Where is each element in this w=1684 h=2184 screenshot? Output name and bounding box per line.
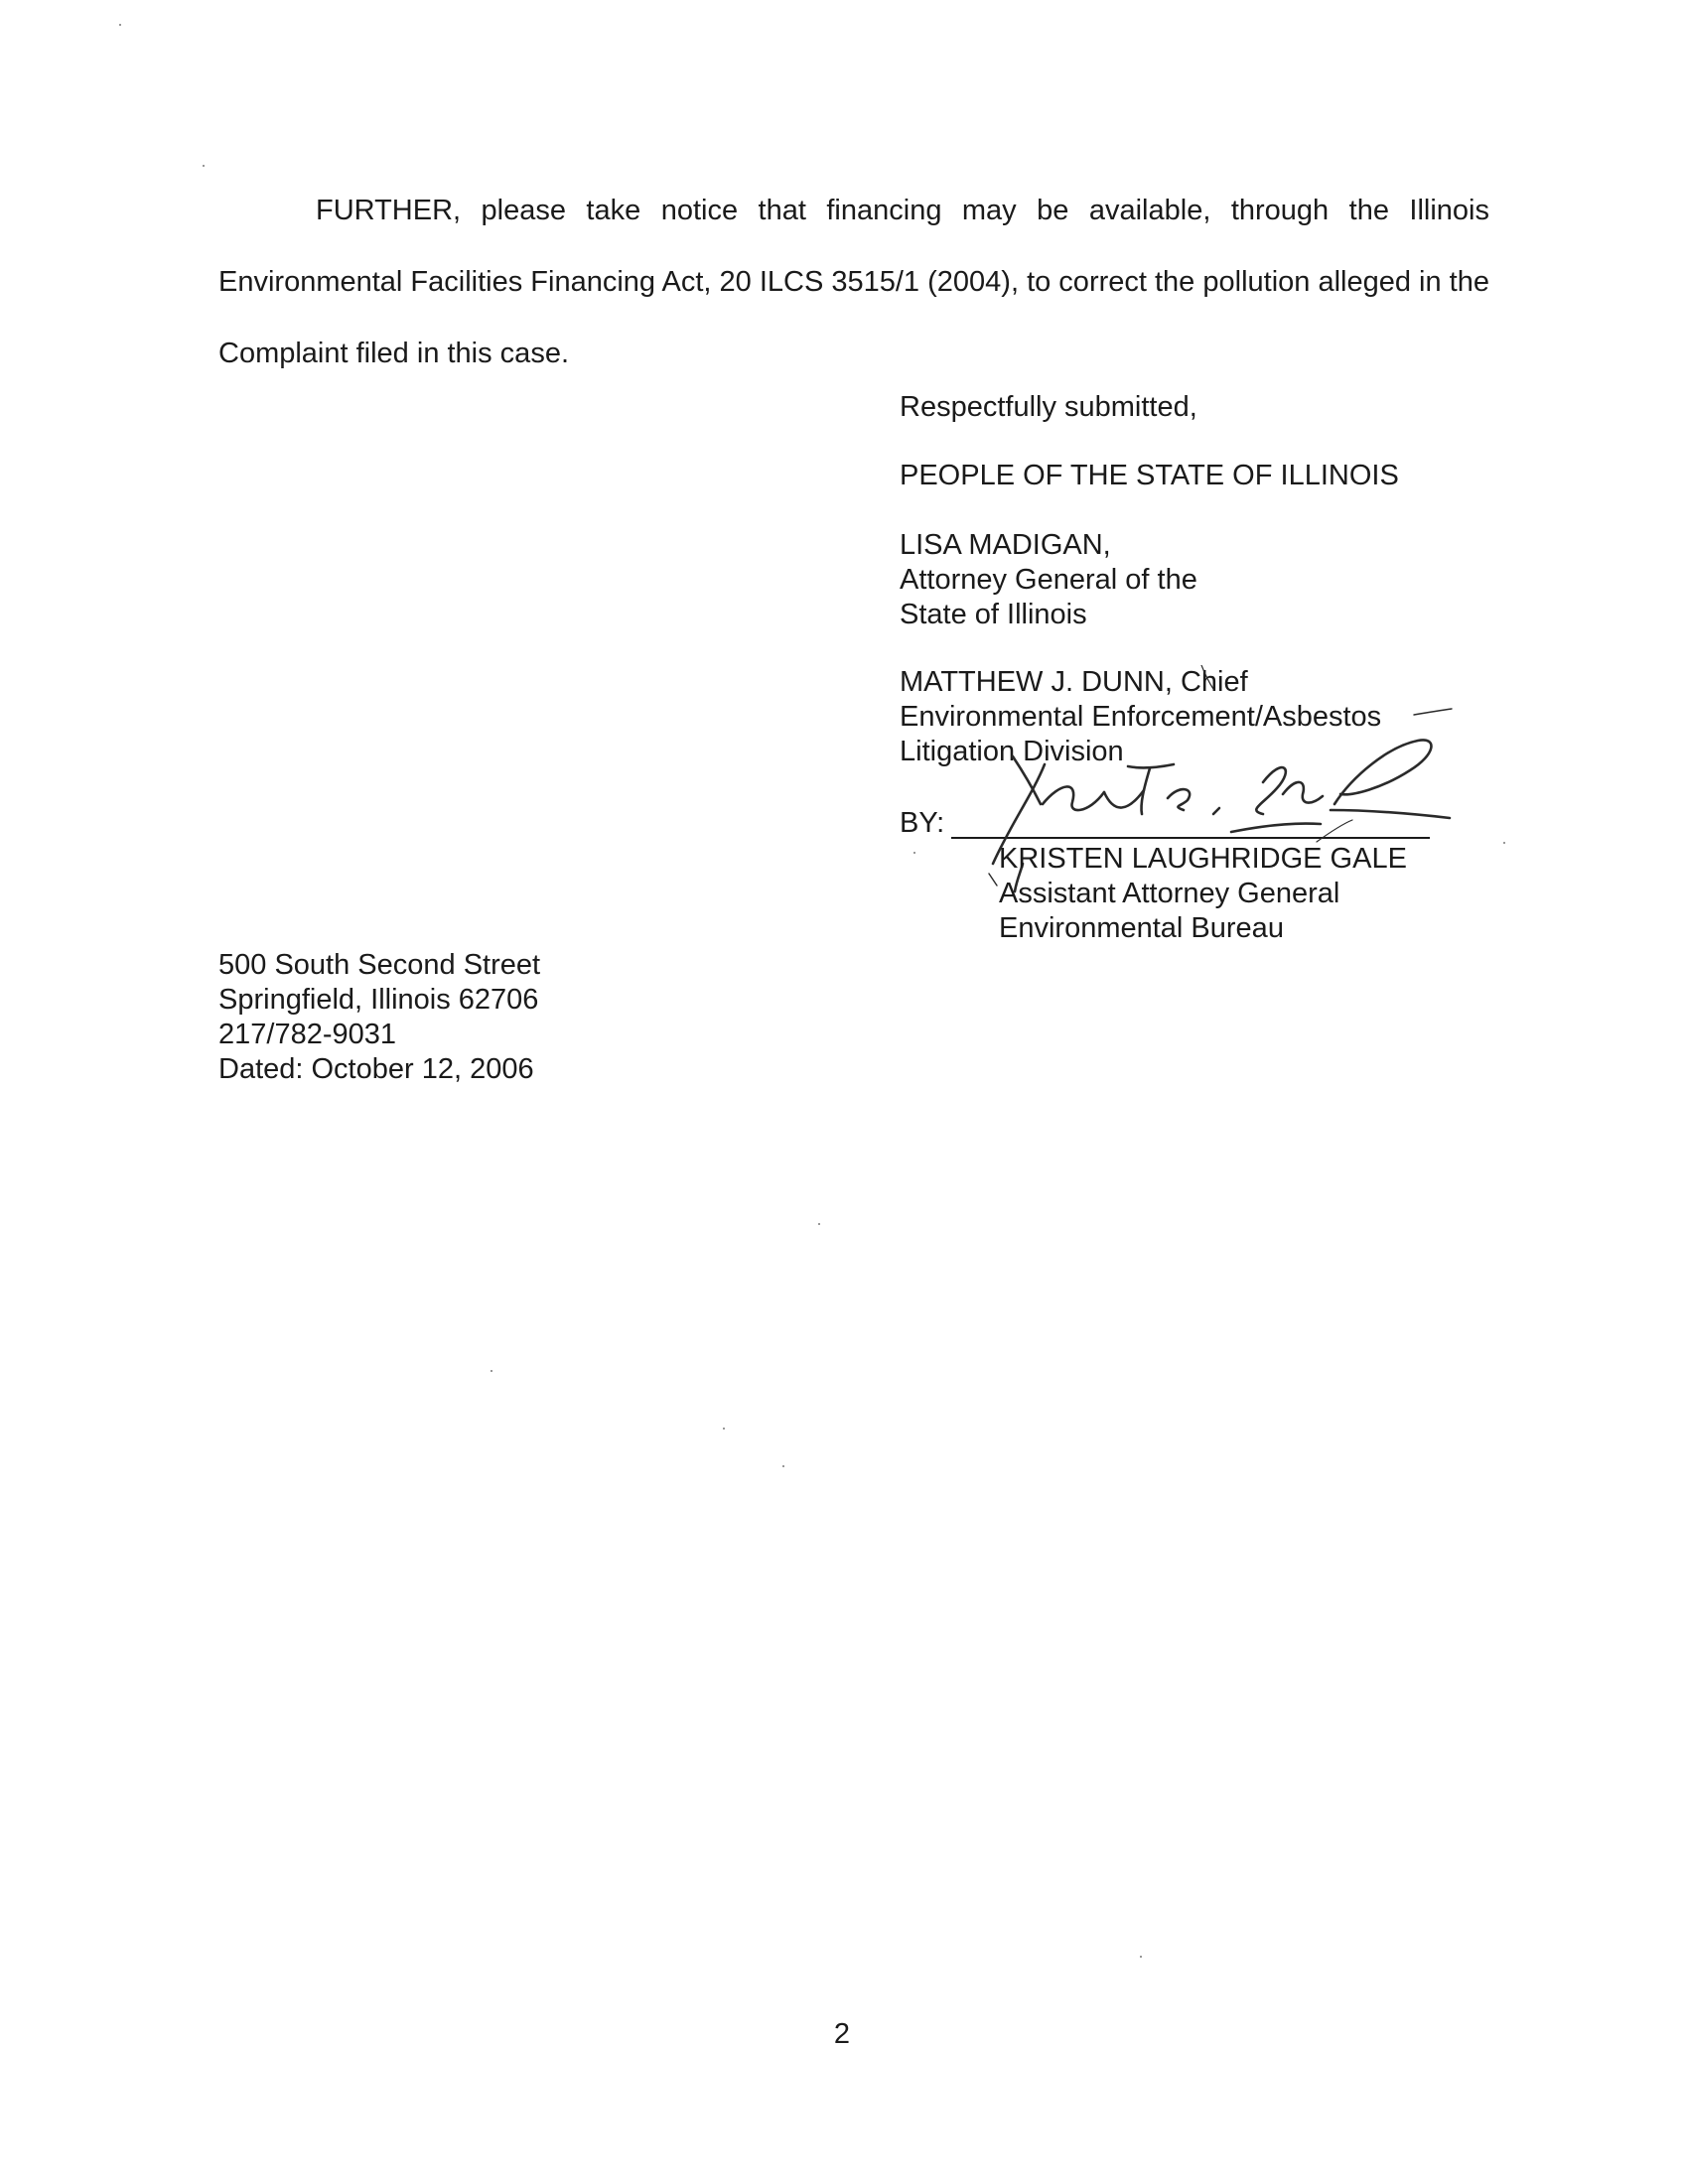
signer-block — [999, 842, 1407, 946]
division-line-1: Environmental Enforcement/Asbestos — [900, 701, 1382, 733]
attorney-general-block — [900, 528, 1197, 632]
signer-bureau: Environmental Bureau — [999, 912, 1284, 944]
scan-speck — [119, 24, 121, 26]
address-phone: 217/782-9031 — [218, 1019, 396, 1050]
division-chief-name: MATTHEW J. DUNN, Chief — [900, 666, 1248, 698]
scan-speck — [1503, 842, 1505, 844]
party-name — [900, 459, 1399, 493]
scan-speck — [491, 1370, 492, 1372]
scan-speck — [818, 1223, 820, 1225]
address-block — [218, 948, 540, 1087]
division-line-2: Litigation Division — [900, 736, 1124, 767]
address-street: 500 South Second Street — [218, 949, 541, 981]
page-number: 2 — [833, 2018, 851, 2050]
signer-title: Assistant Attorney General — [999, 878, 1340, 909]
scan-speck — [203, 165, 205, 167]
address-dated: Dated: October 12, 2006 — [218, 1053, 534, 1085]
scan-speck — [913, 852, 915, 854]
by-label: BY: — [900, 807, 945, 839]
party-text: PEOPLE OF THE STATE OF ILLINOIS — [900, 460, 1399, 491]
attorney-general-title-2: State of Illinois — [900, 599, 1087, 630]
closing-line — [900, 390, 1197, 425]
scan-speck — [782, 1465, 784, 1467]
attorney-general-title-1: Attorney General of the — [900, 564, 1197, 596]
closing-text: Respectfully submitted, — [900, 391, 1197, 423]
attorney-general-name: LISA MADIGAN, — [900, 529, 1111, 561]
notice-paragraph: FURTHER, please take notice that financing may be available, through the Illinois Environmental Facilities Financing Act, 20 ILCS 3515/1 (2004), to correct the pollution alleged in the Complaint filed in this case. — [218, 195, 1489, 369]
signer-name: KRISTEN LAUGHRIDGE GALE — [999, 843, 1407, 875]
address-city: Springfield, Illinois 62706 — [218, 984, 539, 1016]
scan-speck — [1140, 1956, 1142, 1958]
scan-speck — [723, 1428, 725, 1430]
